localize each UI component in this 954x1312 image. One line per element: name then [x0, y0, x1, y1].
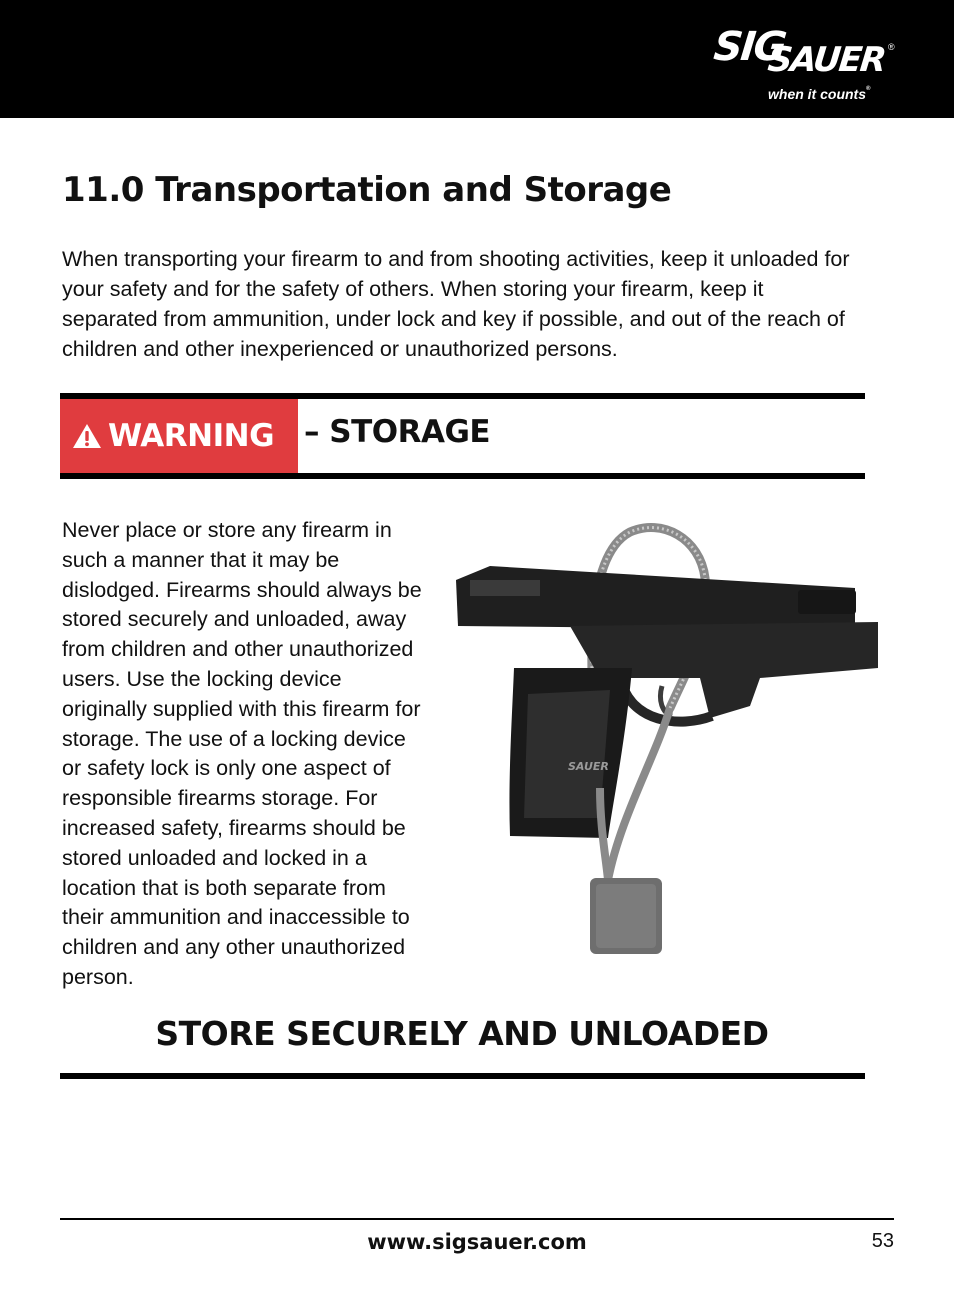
- callout-heading: STORE SECURELY AND UNLOADED: [155, 1014, 769, 1053]
- pistol-barrel: [798, 590, 856, 614]
- logo-tagline-registered: ®: [866, 86, 871, 92]
- pistol-rear-serrations: [470, 580, 540, 596]
- warning-label: WARNING: [108, 418, 275, 454]
- pistol-cable-lock-photo: [450, 518, 878, 958]
- sig-sauer-logo: [702, 24, 902, 106]
- warning-bottom-rule: [60, 473, 865, 479]
- header-bar: [0, 0, 954, 118]
- pistol-slide: [456, 566, 855, 630]
- logo-registered-mark: ®: [888, 42, 895, 52]
- warning-body-text: Never place or store any firearm in such a manner that it may be dislodged. Firearms should always be stored securely and unloaded, away from children and other unauthorized users. Use the locking device originally supplied with this firearm for storage. The use of a locking device or safety lock is only one aspect of responsible firearms storage. For increased safety, firearms should be stored unloaded and locked in a location that is both separate from their ammunition and inaccessible to children and any other unauthorized person.: [62, 518, 422, 989]
- section-title: 11.0 Transportation and Storage: [62, 170, 672, 210]
- logo-sauer-text: SAUER: [765, 40, 887, 80]
- logo-sig-text: SIG: [711, 24, 787, 70]
- warning-badge: [60, 399, 298, 473]
- warning-triangle-icon: [72, 422, 102, 450]
- logo-tagline-text: when it counts: [768, 86, 866, 102]
- intro-paragraph: When transporting your firearm to and from shooting activities, keep it unloaded for your safety and for the safety of others. When storing your firearm, keep it separated from ammunition, under lock and key if possible, and out of the reach of children and other inexperienced or unauthorized persons.: [62, 247, 850, 361]
- logo-tagline: [768, 86, 870, 102]
- callout-rule: [60, 1073, 865, 1079]
- grip-logo: SAUER: [568, 760, 609, 773]
- footer-url[interactable]: www.sigsauer.com: [367, 1230, 587, 1254]
- page-number: 53: [871, 1230, 894, 1252]
- warning-title-suffix: – STORAGE: [304, 414, 491, 450]
- padlock-face: [596, 884, 656, 948]
- footer-rule: [60, 1218, 894, 1220]
